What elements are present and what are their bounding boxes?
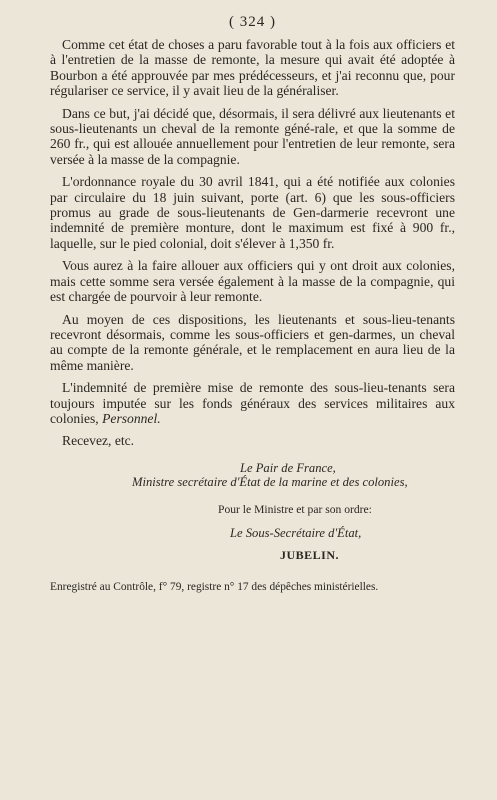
signature-order: Pour le Ministre et par son ordre: (218, 502, 372, 516)
signature-minister: Ministre secrétaire d'État de la marine et des colonies, (132, 474, 408, 489)
paragraph-4: Vous aurez à la faire allouer aux officiers qui y ont droit aux colonies, mais cette somme sera versée également à la masse de la compagnie, qui est chargée de pourvoir à leur remonte. (50, 258, 455, 305)
registration-note: Enregistré au Contrôle, f° 79, registre n° 17 des dépêches ministérielles. (50, 580, 379, 593)
paragraph-2: Dans ce but, j'ai décidé que, désormais, il sera délivré aux lieutenants et sous-lieutenants un cheval de la remonte géné-rale, et que la somme de 260 fr., qui est allouée annuellement pour l'entretien de leur remonte, sera versée à la masse de la compagnie. (50, 105, 455, 167)
paragraph-3: L'ordonnance royale du 30 avril 1841, qui a été notifiée aux colonies par circulaire du 18 juin suivant, porte (art. 6) que les sous-officiers promus au grade de sous-lieutenants de Gen-darmerie recevront une indemnité de première monture, dont le maximum est fixé à 900 fr., laquelle, sur le pied colonial, doit s'élever à 1,350 fr. (50, 174, 455, 251)
signature-name: JUBELIN. (280, 547, 340, 562)
paragraph-1: Comme cet état de choses a paru favorable tout à la fois aux officiers et à l'entretien de la masse de remonte, la mesure qui avait été adoptée à Bourbon a été approuvée par mes prédécesseurs, et j'ai reconnu que, pour régulariser ce service, il y avait lieu de la généraliser. (50, 37, 455, 99)
paragraph-6 (50, 380, 455, 426)
paragraph-5: Au moyen de ces dispositions, les lieutenants et sous-lieu-tenants recevront désormais, comme les sous-officiers et gen-darmes, un cheval au compte de la remonte générale, et le remplacement en aura lieu de la même manière. (50, 311, 455, 373)
paragraph-6-text: L'indemnité de première mise de remonte des sous-lieu-tenants sera toujours imputée sur les fonds généraux des services militaires aux colonies, (50, 380, 455, 426)
page-number: ( 324 ) (229, 14, 276, 30)
signature-undersecretary: Le Sous-Secrétaire d'État, (230, 525, 362, 540)
closing-salutation: Recevez, etc. (62, 433, 135, 449)
signature-title: Le Pair de France, (240, 460, 336, 475)
paragraph-6-italic: Personnel. (102, 410, 161, 426)
